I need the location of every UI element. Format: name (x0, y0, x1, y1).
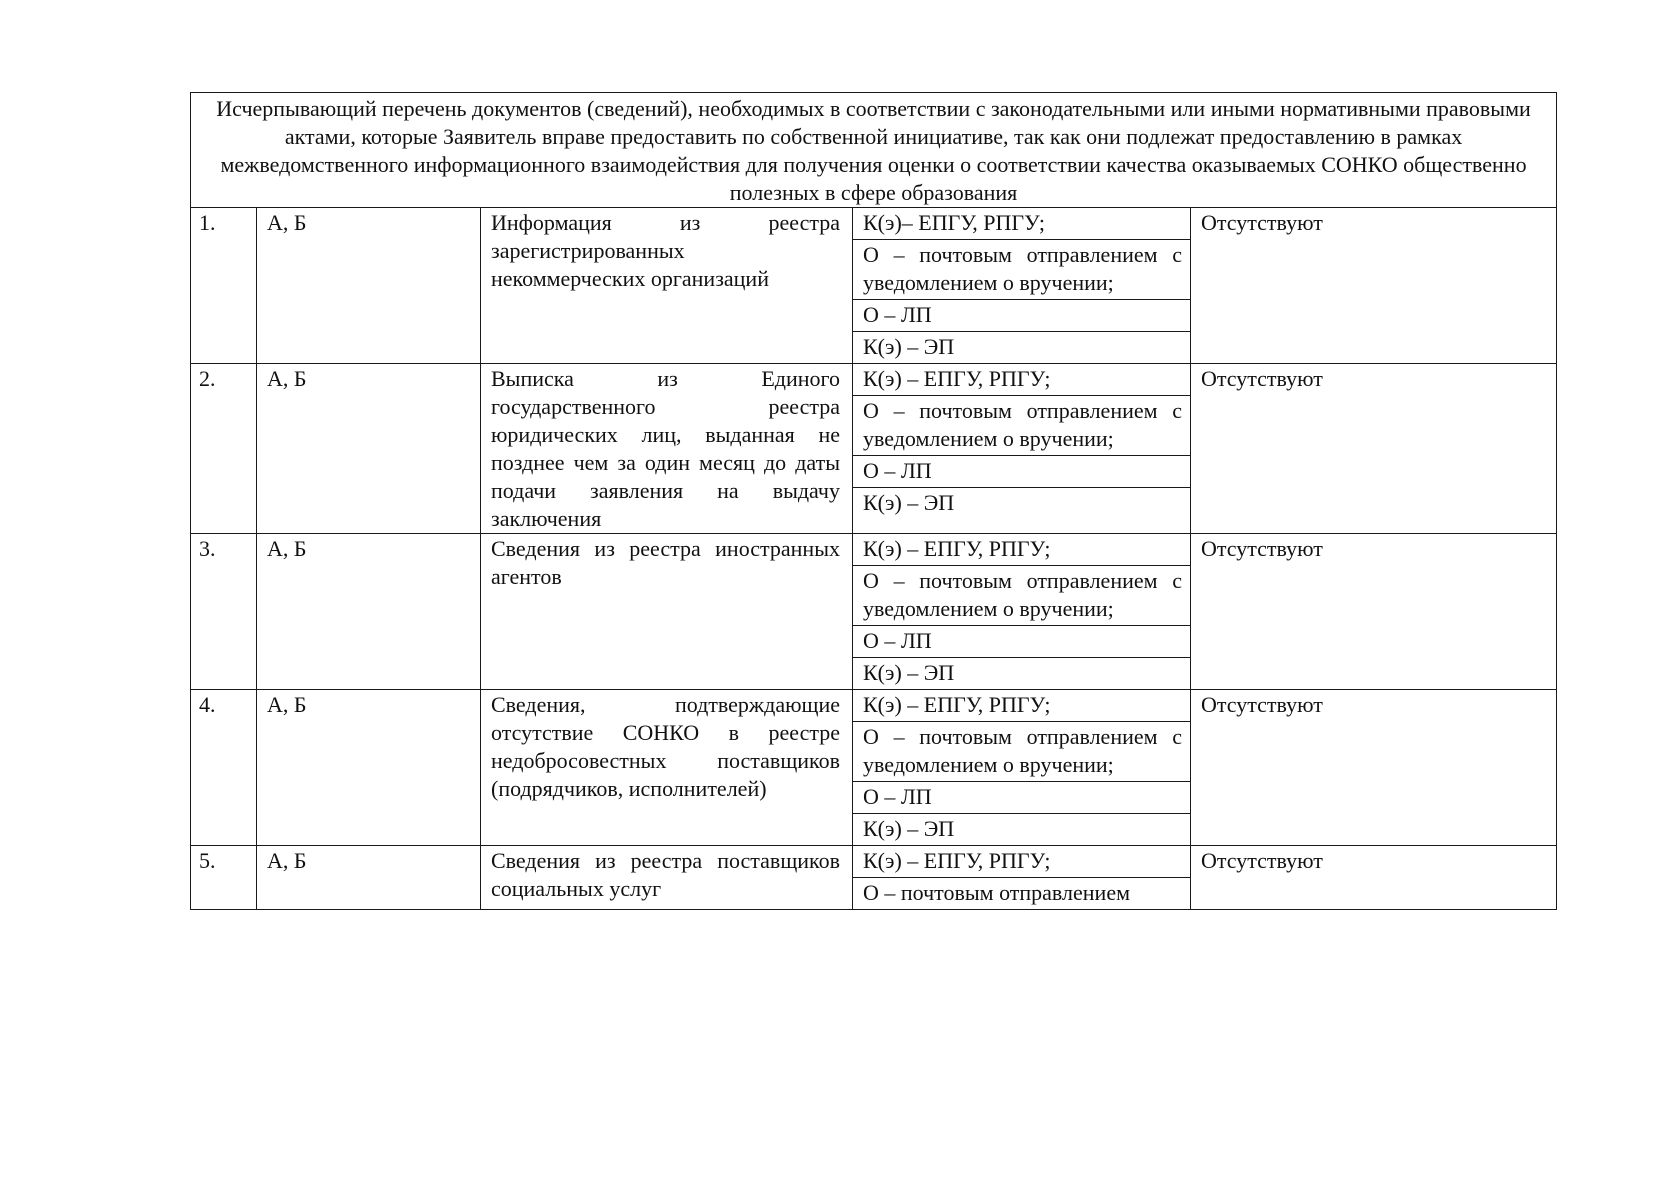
submission-methods (853, 208, 1191, 364)
table-row (191, 364, 1557, 534)
applicant-category: А, Б (257, 208, 481, 364)
document-description: Выписка из Единого государственного реестра юридических лиц, выданная не позднее чем за один месяц до даты подачи заявления на выдачу заключения (481, 364, 853, 534)
method-item: О – почтовым отправлением с уведомлением о вручении; (853, 722, 1190, 782)
applicant-category: А, Б (257, 690, 481, 846)
table-row (191, 534, 1557, 690)
table-row (191, 846, 1557, 910)
method-item: О – ЛП (853, 782, 1190, 814)
refusal-reasons: Отсутствуют (1191, 364, 1557, 534)
document-description: Сведения, подтверждающие отсутствие СОНКО в реестре недобросовестных поставщиков (подрядчиков, исполнителей) (481, 690, 853, 846)
method-item: О – почтовым отправлением с уведомлением о вручении; (853, 396, 1190, 456)
applicant-category: А, Б (257, 534, 481, 690)
method-item: О – почтовым отправлением (863, 880, 1131, 905)
refusal-reasons: Отсутствуют (1191, 208, 1557, 364)
document-description: Информация из реестра зарегистрированных некоммерческих организаций (481, 208, 853, 364)
table-row (191, 208, 1557, 364)
applicant-category: А, Б (257, 364, 481, 534)
row-number: 2. (191, 364, 257, 534)
method-item: К(э) – ЕПГУ, РПГУ; (853, 846, 1190, 878)
submission-methods (853, 534, 1191, 690)
row-number: 1. (191, 208, 257, 364)
method-item: К(э)– ЕПГУ, РПГУ; (853, 208, 1190, 240)
document-description: Сведения из реестра поставщиков социальных услуг (481, 846, 853, 910)
applicant-category: А, Б (257, 846, 481, 910)
table-row (191, 690, 1557, 846)
method-item: О – почтовым отправлением с уведомлением о вручении; (853, 566, 1190, 626)
submission-methods (853, 364, 1191, 534)
table-header-row (191, 93, 1557, 208)
documents-table (190, 92, 1557, 910)
method-item: О – ЛП (853, 300, 1190, 332)
refusal-reasons: Отсутствуют (1191, 846, 1557, 910)
method-item: К(э) – ЭП (863, 660, 955, 685)
submission-methods (853, 690, 1191, 846)
submission-methods (853, 846, 1191, 910)
method-item: К(э) – ЕПГУ, РПГУ; (853, 364, 1190, 396)
row-number: 4. (191, 690, 257, 846)
document-description: Сведения из реестра иностранных агентов (481, 534, 853, 690)
table-header: Исчерпывающий перечень документов (сведений), необходимых в соответствии с законодательными или иными нормативными правовыми актами, которые Заявитель вправе предоставить по собственной инициативе, так как они подлежат предоставлению в рамках межведомственного информационного взаимодействия для получения оценки о соответствии качества оказываемых СОНКО общественно полезных в сфере образования (191, 93, 1557, 208)
row-number: 3. (191, 534, 257, 690)
method-item: О – ЛП (853, 626, 1190, 658)
row-number: 5. (191, 846, 257, 910)
method-item: К(э) – ЭП (863, 490, 955, 515)
method-item: К(э) – ЕПГУ, РПГУ; (853, 690, 1190, 722)
method-item: К(э) – ЭП (863, 334, 955, 359)
method-item: К(э) – ЭП (863, 816, 955, 841)
method-item: О – ЛП (853, 456, 1190, 488)
refusal-reasons: Отсутствуют (1191, 690, 1557, 846)
method-item: К(э) – ЕПГУ, РПГУ; (853, 534, 1190, 566)
method-item: О – почтовым отправлением с уведомлением о вручении; (853, 240, 1190, 300)
refusal-reasons: Отсутствуют (1191, 534, 1557, 690)
